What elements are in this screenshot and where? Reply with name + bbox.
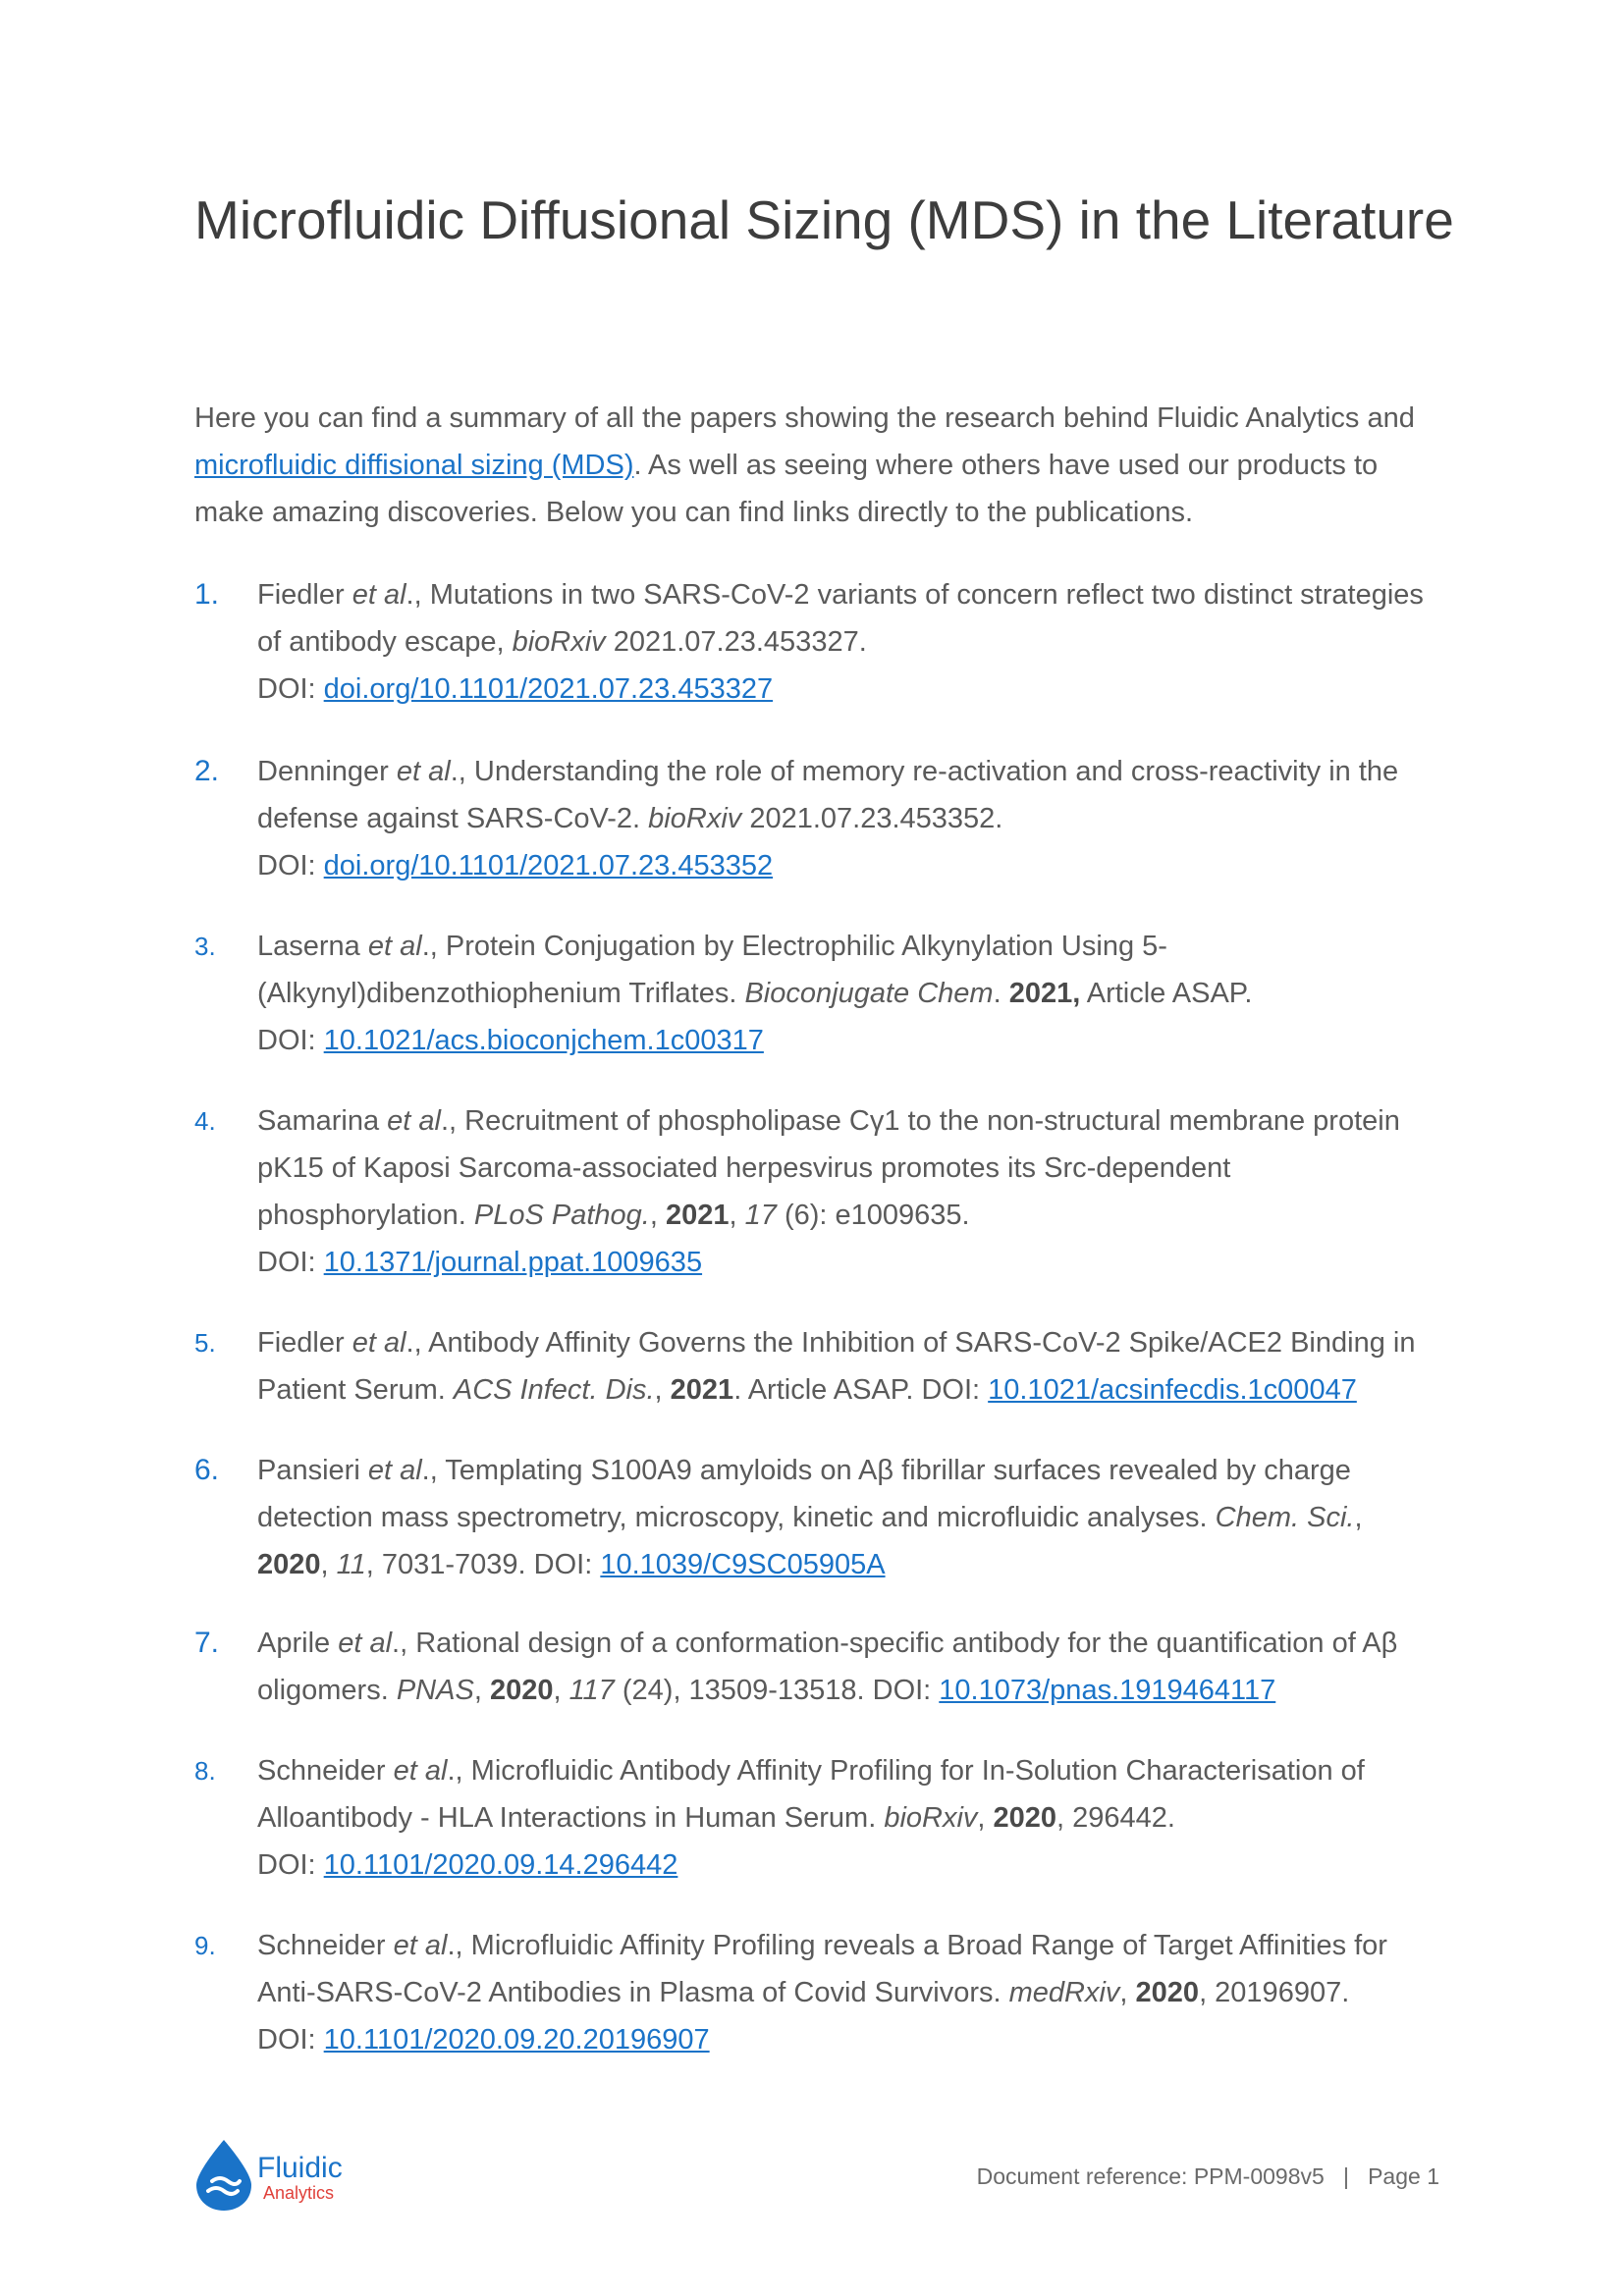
doi-label: DOI: xyxy=(533,1549,601,1580)
doi-link[interactable]: 10.1073/pnas.1919464117 xyxy=(939,1675,1276,1706)
reference-number: 8. xyxy=(194,1756,216,1786)
doi-label: DOI: xyxy=(257,850,324,881)
reference-etal: et al xyxy=(393,1755,448,1787)
reference-etal: et al xyxy=(338,1628,393,1659)
reference-etal: et al xyxy=(387,1105,441,1137)
reference-journal: Bioconjugate Chem xyxy=(744,978,994,1009)
reference-author: Denninger xyxy=(257,756,397,787)
reference-pub: 2021.07.23.453352. xyxy=(741,803,1003,834)
reference-etal: et al xyxy=(352,1327,406,1359)
doi-link[interactable]: 10.1021/acs.bioconjchem.1c00317 xyxy=(323,1025,764,1056)
reference-year: 2020 xyxy=(1135,1977,1200,2008)
doi-label: DOI: xyxy=(257,2024,324,2056)
reference-journal: PLoS Pathog. xyxy=(473,1200,650,1231)
intro-paragraph xyxy=(194,395,1451,536)
reference-sep: , xyxy=(729,1200,745,1231)
reference-etal: et al xyxy=(393,1930,448,1961)
reference-number: 9. xyxy=(194,1931,216,1960)
reference-item xyxy=(194,1319,1471,1414)
reference-pub: , 20196907. xyxy=(1199,1977,1350,2008)
reference-author: Fiedler xyxy=(257,579,352,611)
reference-title: ., Understanding the role of memory re-activation and cross-reactivity in the defense against SARS-CoV-2. xyxy=(257,756,1399,834)
fluidic-analytics-logo xyxy=(194,2132,371,2211)
reference-pub: (6): e1009635. xyxy=(776,1200,970,1231)
intro-text-after: . As well as seeing where others have used our products to make amazing discoveries. Below you can find links directly to the publications. xyxy=(194,450,1379,528)
reference-author: Aprile xyxy=(257,1628,339,1659)
doi-label: DOI: xyxy=(257,673,324,705)
reference-title: ., Mutations in two SARS-CoV-2 variants of concern reflect two distinct strategies of antibody escape, xyxy=(257,579,1424,658)
reference-volume: 17 xyxy=(744,1200,777,1231)
reference-item xyxy=(194,748,1471,889)
reference-title: ., Rational design of a conformation-specific antibody for the quantification of Aβ oligomers. xyxy=(257,1628,1398,1706)
reference-author: Schneider xyxy=(257,1930,394,1961)
reference-item xyxy=(194,923,1471,1064)
reference-number: 6. xyxy=(194,1454,220,1486)
reference-sep: , xyxy=(320,1549,337,1580)
doi-link[interactable]: 10.1101/2020.09.14.296442 xyxy=(323,1849,678,1881)
reference-number: 7. xyxy=(194,1627,220,1659)
reference-mid: , xyxy=(654,1374,671,1406)
doi-label: DOI: xyxy=(257,1849,324,1881)
reference-journal: bioRxiv xyxy=(884,1802,978,1834)
logo-word-analytics: Analytics xyxy=(263,2183,335,2203)
reference-title: ., Recruitment of phospholipase Cγ1 to the non-structural membrane protein pK15 of Kaposi Sarcoma-associated herpesvirus promotes its Src-dependent phosphorylation. xyxy=(257,1105,1400,1231)
reference-pub: , 296442. xyxy=(1056,1802,1175,1834)
reference-mid: , xyxy=(977,1802,994,1834)
reference-journal: bioRxiv xyxy=(648,803,742,834)
reference-item xyxy=(194,1922,1471,2063)
reference-author: Pansieri xyxy=(257,1455,368,1486)
reference-title: ., Microfluidic Antibody Affinity Profiling for In-Solution Characterisation of Alloantibody - HLA Interactions in Human Serum. xyxy=(257,1755,1365,1834)
page-title: Microfluidic Diffusional Sizing (MDS) in the Literature xyxy=(194,189,1454,250)
reference-item xyxy=(194,1620,1471,1714)
doi-label: DOI: xyxy=(257,1025,324,1056)
doi-label: DOI: xyxy=(872,1675,940,1706)
reference-title: ., Microfluidic Affinity Profiling reveals a Broad Range of Target Affinities for Anti-SARS-CoV-2 Antibodies in Plasma of Covid Survivors. xyxy=(257,1930,1387,2008)
reference-title: ., Protein Conjugation by Electrophilic Alkynylation Using 5-(Alkynyl)dibenzothiophenium Triflates. xyxy=(257,931,1167,1009)
mds-link[interactable]: microfluidic diffisional sizing (MDS) xyxy=(194,450,634,481)
reference-volume: 117 xyxy=(568,1675,615,1706)
reference-mid: , xyxy=(649,1200,666,1231)
intro-text: Here you can find a summary of all the papers showing the research behind Fluidic Analytics and xyxy=(194,402,1415,434)
reference-journal: Chem. Sci. xyxy=(1215,1502,1355,1533)
reference-mid: . xyxy=(993,978,1009,1009)
reference-pub: 2021.07.23.453327. xyxy=(605,626,867,658)
reference-item xyxy=(194,1097,1471,1286)
reference-number: 3. xyxy=(194,932,216,961)
reference-number: 1. xyxy=(194,578,220,611)
doi-label: DOI: xyxy=(257,1247,324,1278)
reference-author: Schneider xyxy=(257,1755,394,1787)
reference-journal: bioRxiv xyxy=(512,626,606,658)
doi-link[interactable]: 10.1039/C9SC05905A xyxy=(600,1549,886,1580)
logo-word-fluidic: Fluidic xyxy=(257,2152,343,2184)
doi-link[interactable]: doi.org/10.1101/2021.07.23.453327 xyxy=(323,673,774,705)
reference-number: 5. xyxy=(194,1328,216,1358)
reference-author: Samarina xyxy=(257,1105,388,1137)
reference-mid: , xyxy=(1354,1502,1363,1533)
reference-item xyxy=(194,1747,1471,1889)
reference-pub: (24), 13509-13518. xyxy=(614,1675,873,1706)
reference-year: 2021, xyxy=(1008,978,1081,1009)
doi-link[interactable]: 10.1101/2020.09.20.20196907 xyxy=(323,2024,710,2056)
reference-year: 2021 xyxy=(665,1200,730,1231)
reference-number: 4. xyxy=(194,1106,216,1136)
reference-title: ., Antibody Affinity Governs the Inhibition of SARS-CoV-2 Spike/ACE2 Binding in Patient Serum. xyxy=(257,1327,1416,1406)
reference-mid: , xyxy=(1119,1977,1136,2008)
reference-etal: et al xyxy=(367,1455,422,1486)
reference-etal: et al xyxy=(367,931,422,962)
reference-journal: ACS Infect. Dis. xyxy=(453,1374,655,1406)
reference-sep: , xyxy=(553,1675,569,1706)
reference-year: 2020 xyxy=(993,1802,1057,1834)
reference-item xyxy=(194,571,1471,713)
reference-pub: . Article ASAP. xyxy=(733,1374,922,1406)
reference-number: 2. xyxy=(194,755,220,787)
reference-mid: , xyxy=(473,1675,490,1706)
reference-pub: Article ASAP. xyxy=(1080,978,1253,1009)
reference-author: Laserna xyxy=(257,931,368,962)
reference-journal: PNAS xyxy=(396,1675,474,1706)
reference-year: 2020 xyxy=(489,1675,554,1706)
doi-label: DOI: xyxy=(921,1374,989,1406)
reference-title: ., Templating S100A9 amyloids on Aβ fibrillar surfaces revealed by charge detection mass spectrometry, microscopy, kinetic and microfluidic analyses. xyxy=(257,1455,1351,1533)
reference-year: 2020 xyxy=(257,1549,321,1580)
reference-volume: 11 xyxy=(336,1549,366,1580)
droplet-icon xyxy=(194,2132,371,2211)
doi-link[interactable]: 10.1371/journal.ppat.1009635 xyxy=(323,1247,703,1278)
reference-etal: et al xyxy=(352,579,406,611)
doi-link[interactable]: 10.1021/acsinfecdis.1c00047 xyxy=(988,1374,1357,1406)
reference-item xyxy=(194,1447,1471,1588)
reference-etal: et al xyxy=(396,756,451,787)
document-reference: Document reference: PPM-0098v5 | Page 1 xyxy=(976,2163,1439,2189)
reference-author: Fiedler xyxy=(257,1327,352,1359)
reference-pub: , 7031-7039. xyxy=(365,1549,534,1580)
reference-year: 2021 xyxy=(670,1374,734,1406)
reference-journal: medRxiv xyxy=(1008,1977,1120,2008)
doi-link[interactable]: doi.org/10.1101/2021.07.23.453352 xyxy=(323,850,774,881)
